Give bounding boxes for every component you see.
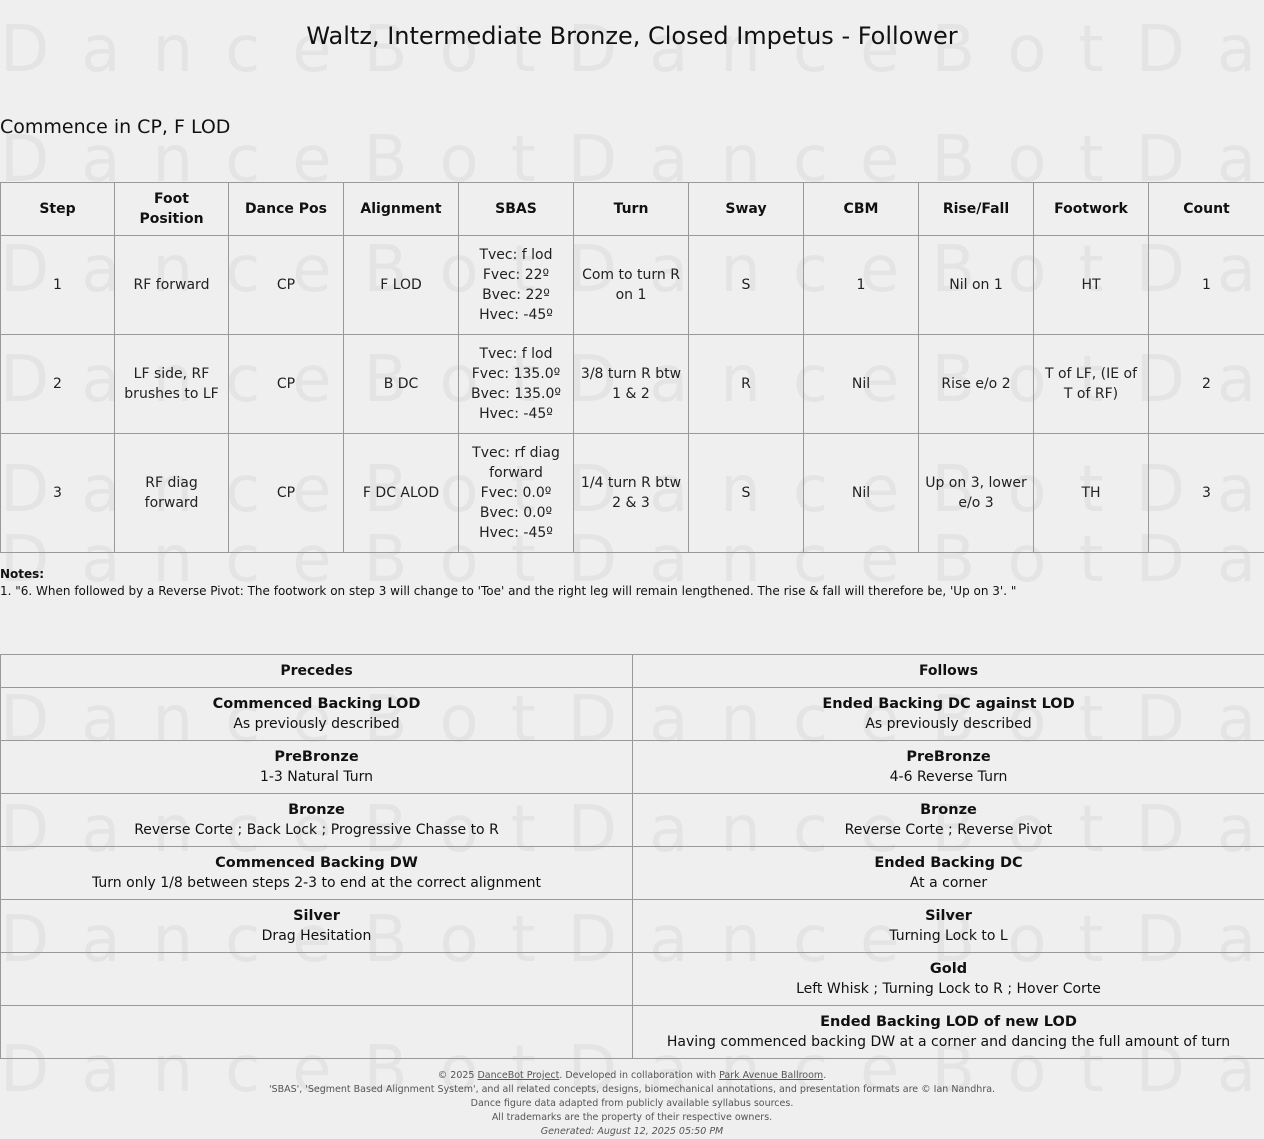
cell-dance-pos: CP bbox=[229, 335, 344, 434]
cell-dance-pos: CP bbox=[229, 434, 344, 553]
table-row bbox=[1, 434, 1264, 553]
precedes-text: Drag Hesitation bbox=[261, 928, 372, 944]
sbas-line: Fvec: 0.0º bbox=[480, 485, 552, 501]
cell-step: 1 bbox=[1, 236, 115, 335]
follows-text: Left Whisk ; Turning Lock to R ; Hover Corte bbox=[796, 981, 1101, 997]
relations-header-row bbox=[1, 655, 1264, 688]
table-row bbox=[1, 794, 1264, 847]
relations-table bbox=[0, 654, 1264, 1059]
steps-header-row bbox=[1, 183, 1264, 236]
precedes-title: PreBronze bbox=[274, 749, 359, 765]
follows-title: Silver bbox=[925, 908, 972, 924]
footer-sbas-line: 'SBAS', 'Segment Based Alignment System', and all related concepts, designs, biomechanical annotations, and presentation formats are © Ian Nandhra. bbox=[268, 1084, 996, 1095]
cell-count: 3 bbox=[1149, 434, 1264, 553]
cell-footwork: T of LF, (IE of T of RF) bbox=[1034, 335, 1149, 434]
sbas-line: Hvec: -45º bbox=[479, 406, 553, 422]
table-row bbox=[1, 741, 1264, 794]
cell-foot-position: RF forward bbox=[115, 236, 229, 335]
cell-alignment: B DC bbox=[344, 335, 459, 434]
precedes-cell bbox=[1, 900, 633, 953]
follows-text: 4-6 Reverse Turn bbox=[889, 769, 1008, 785]
follows-cell bbox=[633, 953, 1264, 1006]
sbas-line: Tvec: f lod bbox=[479, 346, 553, 362]
cell-rise-fall: Up on 3, lower e/o 3 bbox=[919, 434, 1034, 553]
header-cbm: CBM bbox=[804, 183, 919, 236]
cell-sway: S bbox=[689, 236, 804, 335]
cell-footwork: TH bbox=[1034, 434, 1149, 553]
follows-header: Follows bbox=[633, 655, 1264, 688]
cell-step: 3 bbox=[1, 434, 115, 553]
commence-heading: Commence in CP, F LOD bbox=[0, 116, 231, 138]
cell-sway: R bbox=[689, 335, 804, 434]
precedes-text: Reverse Corte ; Back Lock ; Progressive Chasse to R bbox=[134, 822, 499, 838]
precedes-cell bbox=[1, 794, 633, 847]
follows-title: PreBronze bbox=[906, 749, 991, 765]
precedes-cell bbox=[1, 847, 633, 900]
park-avenue-ballroom-link[interactable]: Park Avenue Ballroom bbox=[719, 1070, 824, 1081]
cell-sbas bbox=[459, 236, 574, 335]
follows-cell bbox=[633, 1006, 1264, 1059]
precedes-text: 1-3 Natural Turn bbox=[259, 769, 374, 785]
cell-turn: 3/8 turn R btw 1 & 2 bbox=[574, 335, 689, 434]
cell-sway: S bbox=[689, 434, 804, 553]
header-step: Step bbox=[1, 183, 115, 236]
header-foot-position: Foot Position bbox=[115, 183, 229, 236]
cell-sbas bbox=[459, 335, 574, 434]
header-alignment: Alignment bbox=[344, 183, 459, 236]
header-sbas: SBAS bbox=[459, 183, 574, 236]
follows-text: At a corner bbox=[909, 875, 988, 891]
header-dance-pos: Dance Pos bbox=[229, 183, 344, 236]
cell-cbm: Nil bbox=[804, 335, 919, 434]
header-turn: Turn bbox=[574, 183, 689, 236]
cell-turn: 1/4 turn R btw 2 & 3 bbox=[574, 434, 689, 553]
follows-text: Turning Lock to L bbox=[889, 928, 1008, 944]
footer-collab-text: . Developed in collaboration with bbox=[559, 1070, 720, 1081]
cell-rise-fall: Rise e/o 2 bbox=[919, 335, 1034, 434]
header-sway: Sway bbox=[689, 183, 804, 236]
cell-step: 2 bbox=[1, 335, 115, 434]
sbas-line: Tvec: f lod bbox=[479, 247, 553, 263]
sbas-line: Bvec: 135.0º bbox=[470, 386, 562, 402]
footer-copyright: © 2025 bbox=[437, 1070, 478, 1081]
table-row bbox=[1, 236, 1264, 335]
precedes-title: Silver bbox=[293, 908, 340, 924]
precedes-cell bbox=[1, 953, 633, 1006]
table-row bbox=[1, 335, 1264, 434]
precedes-text: As previously described bbox=[233, 716, 400, 732]
follows-text: As previously described bbox=[865, 716, 1032, 732]
footer-trademark-line: All trademarks are the property of their respective owners. bbox=[491, 1112, 773, 1123]
sbas-line: Tvec: rf diag forward bbox=[472, 445, 560, 481]
footer bbox=[0, 1069, 1264, 1139]
cell-cbm: Nil bbox=[804, 434, 919, 553]
footer-credit-line bbox=[0, 1069, 1264, 1083]
follows-text: Having commenced backing DW at a corner and dancing the full amount of turn bbox=[666, 1034, 1231, 1050]
page-title: Waltz, Intermediate Bronze, Closed Impetus - Follower bbox=[306, 22, 958, 50]
footer-source-line: Dance figure data adapted from publicly available syllabus sources. bbox=[470, 1098, 794, 1109]
cell-alignment: F DC ALOD bbox=[344, 434, 459, 553]
table-row bbox=[1, 847, 1264, 900]
dancebot-project-link[interactable]: DanceBot Project bbox=[477, 1070, 560, 1081]
cell-sbas bbox=[459, 434, 574, 553]
cell-turn: Com to turn R on 1 bbox=[574, 236, 689, 335]
precedes-cell bbox=[1, 688, 633, 741]
precedes-title: Bronze bbox=[288, 802, 345, 818]
precedes-header: Precedes bbox=[1, 655, 633, 688]
cell-foot-position: RF diag forward bbox=[115, 434, 229, 553]
cell-foot-position: LF side, RF brushes to LF bbox=[115, 335, 229, 434]
header-rise-fall: Rise/Fall bbox=[919, 183, 1034, 236]
sbas-line: Bvec: 22º bbox=[482, 287, 550, 303]
cell-footwork: HT bbox=[1034, 236, 1149, 335]
follows-cell bbox=[633, 847, 1264, 900]
notes-section bbox=[0, 566, 1016, 600]
follows-title: Bronze bbox=[920, 802, 977, 818]
cell-alignment: F LOD bbox=[344, 236, 459, 335]
sbas-line: Bvec: 0.0º bbox=[479, 505, 553, 521]
table-row bbox=[1, 688, 1264, 741]
sbas-line: Hvec: -45º bbox=[479, 307, 553, 323]
cell-count: 2 bbox=[1149, 335, 1264, 434]
steps-table bbox=[0, 182, 1264, 553]
follows-title: Gold bbox=[929, 961, 968, 977]
sbas-line: Fvec: 135.0º bbox=[471, 366, 561, 382]
follows-title: Ended Backing DC bbox=[874, 855, 1023, 871]
footer-generated: Generated: August 12, 2025 05:50 PM bbox=[540, 1126, 724, 1137]
table-row bbox=[1, 953, 1264, 1006]
follows-title: Ended Backing LOD of new LOD bbox=[820, 1014, 1077, 1030]
precedes-cell bbox=[1, 741, 633, 794]
sbas-line: Hvec: -45º bbox=[479, 525, 553, 541]
cell-rise-fall: Nil on 1 bbox=[919, 236, 1034, 335]
precedes-cell bbox=[1, 1006, 633, 1059]
note-item: 1. "6. When followed by a Reverse Pivot: The footwork on step 3 will change to 'Toe' and the right leg will remain lengthened. The rise & fall will therefore be, 'Up on 3'. " bbox=[0, 584, 1017, 598]
follows-text: Reverse Corte ; Reverse Pivot bbox=[844, 822, 1053, 838]
notes-label: Notes: bbox=[0, 567, 45, 581]
precedes-title: Commenced Backing DW bbox=[215, 855, 418, 871]
sbas-line: Fvec: 22º bbox=[482, 267, 550, 283]
cell-dance-pos: CP bbox=[229, 236, 344, 335]
header-count: Count bbox=[1149, 183, 1264, 236]
precedes-text: Turn only 1/8 between steps 2-3 to end at the correct alignment bbox=[92, 875, 541, 891]
table-row bbox=[1, 900, 1264, 953]
header-footwork: Footwork bbox=[1034, 183, 1149, 236]
follows-cell bbox=[633, 794, 1264, 847]
follows-title: Ended Backing DC against LOD bbox=[822, 696, 1075, 712]
follows-cell bbox=[633, 900, 1264, 953]
cell-cbm: 1 bbox=[804, 236, 919, 335]
follows-cell bbox=[633, 741, 1264, 794]
follows-cell bbox=[633, 688, 1264, 741]
footer-period: . bbox=[823, 1070, 827, 1081]
table-row bbox=[1, 1006, 1264, 1059]
cell-count: 1 bbox=[1149, 236, 1264, 335]
precedes-title: Commenced Backing LOD bbox=[212, 696, 421, 712]
